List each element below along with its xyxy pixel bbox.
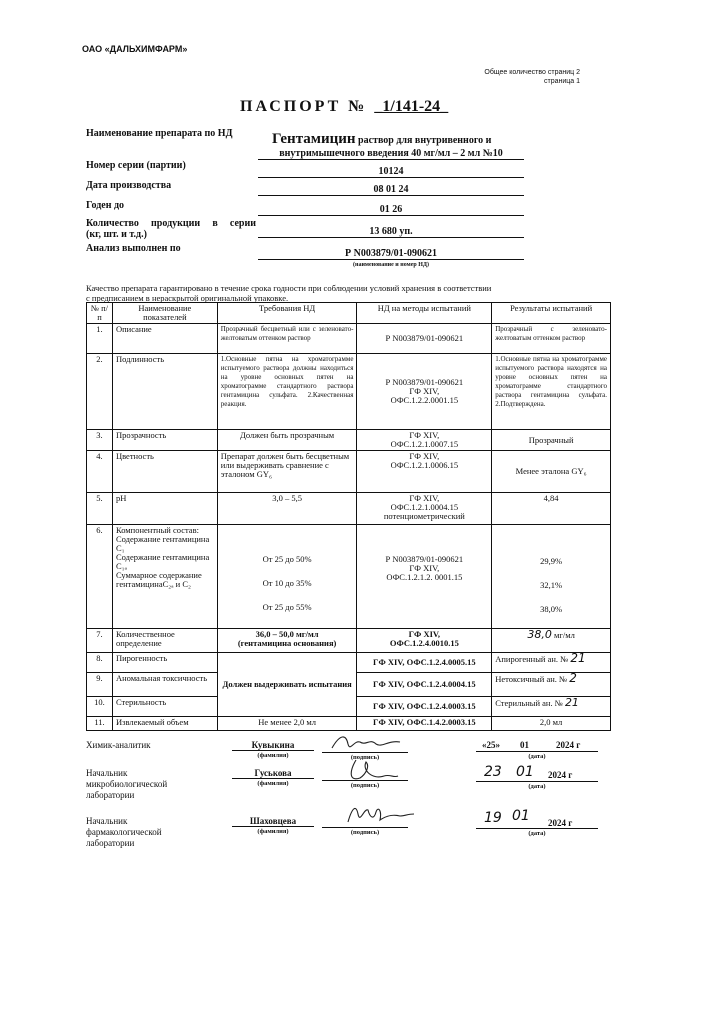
date-year-micro: 2024 г (548, 770, 573, 780)
name-chemist: Кувыкина (232, 740, 314, 751)
row-num: 1. (87, 324, 113, 354)
drug-desc-1: раствор для внутривенного и (355, 135, 492, 146)
row-res (492, 653, 611, 673)
results-table (86, 302, 611, 731)
result-text: Нетоксичный ан. № (495, 674, 568, 684)
page-current: страница 1 (543, 78, 580, 85)
row-num: 5. (87, 493, 113, 525)
table-header (87, 303, 611, 324)
page-total: Общее количество страниц 2 (484, 69, 580, 76)
row-name: Цветность (112, 451, 217, 493)
row-name: Подлинность (112, 354, 217, 430)
signature-line-chemist (322, 752, 408, 753)
row-req: Должен выдерживать испытания (217, 653, 357, 717)
row-num: 11. (87, 717, 113, 731)
table-row (87, 451, 611, 493)
row-nd: Р N003879/01-090621 (357, 324, 492, 354)
result-text: Апирогенный ан. № (495, 654, 569, 664)
row-res (492, 697, 611, 717)
caption-date: (дата) (528, 783, 546, 790)
row-num: 4. (87, 451, 113, 493)
date-month-chemist: 01 (520, 740, 529, 750)
drug-label: Наименование препарата по НД (86, 128, 233, 139)
analysis-caption: (наименование и номер НД) (353, 262, 429, 268)
row-nd: Р N003879/01-090621 ГФ XIV, ОФС.1.2.1.2. 0001.15 (357, 525, 492, 629)
page-count (480, 68, 580, 86)
row-req: Не менее 2,0 мл (217, 717, 357, 731)
row-res (492, 525, 611, 629)
caption-date: (дата) (528, 830, 546, 837)
drug-desc-2: внутримышечного введения 40 мг/мл – 2 мл №10 (258, 148, 524, 160)
role-chemist: Химик-аналитик (86, 740, 151, 750)
row-name: pH (112, 493, 217, 525)
signature-line-pharma (322, 827, 408, 828)
handwritten-result: 38,0 (527, 628, 552, 641)
caption-signature: (подпись) (350, 829, 380, 836)
row-nd: ГФ XIV, ОФС.1.2.1.0006.15 (357, 451, 492, 493)
date-year-chemist: 2024 г (556, 740, 581, 750)
row-num: 2. (87, 354, 113, 430)
date-month-pharma: 01 (512, 808, 530, 824)
handwritten-result: 2 (569, 671, 577, 685)
name-micro: Гуськова (232, 768, 314, 779)
handwritten-result: 21 (570, 651, 586, 665)
table-row (87, 717, 611, 731)
expiry-value: 01 26 (258, 204, 524, 216)
analysis-label: Анализ выполнен по (86, 243, 181, 254)
caption-surname: (фамилия) (257, 828, 289, 835)
row-num: 9. (87, 673, 113, 697)
row-num: 8. (87, 653, 113, 673)
header-req: Требования НД (217, 303, 357, 324)
row-nd: ГФ XIV, ОФС.1.2.1.0004.15 потенциометрический (357, 493, 492, 525)
date-line-chemist (476, 751, 598, 752)
handwritten-result: 21 (564, 696, 579, 709)
row-nd: Р N003879/01-090621 ГФ XIV, ОФС.1.2.2.0001.15 (357, 354, 492, 430)
date-month-micro: 01 (516, 764, 534, 780)
date-line-micro (476, 781, 598, 782)
row-req: Должен быть прозрачным (217, 430, 357, 451)
row-res (492, 673, 611, 697)
caption-surname: (фамилия) (257, 780, 289, 787)
title-prefix: ПАСПОРТ № (240, 98, 368, 115)
sub-req: От 10 до 35% (262, 578, 312, 588)
row-name: Извлекаемый объем (112, 717, 217, 731)
page-title (240, 98, 448, 116)
caption-signature: (подпись) (350, 782, 380, 789)
row-nd: ГФ XIV, ОФС.1.2.4.0010.15 (357, 629, 492, 653)
signature-line-micro (322, 780, 408, 781)
row-name (112, 525, 217, 629)
table-row (87, 653, 611, 673)
table-row (87, 324, 611, 354)
date-day-micro: 23 (484, 764, 502, 780)
result-unit: мг/мл (554, 630, 575, 640)
row-res: Прозрачный с зеленовато-желтоватым оттенком раствор (492, 324, 611, 354)
row-req: Прозрачный бесцветный или с зеленовато-желтоватым оттенком раствор (217, 324, 357, 354)
row-req: 1.Основные пятна на хроматограмме испытуемого раствора должны находиться на уровне основных пятен на хроматограмме стандартного раствора гентамицина сульфата. 2.Качественная реакция. (217, 354, 357, 430)
passport-number: _1/141-24_ (374, 98, 449, 115)
row-res: 2,0 мл (492, 717, 611, 731)
sub-res: 32,1% (540, 580, 563, 590)
row-nd: ГФ XIV, ОФС.1.2.4.0003.15 (357, 697, 492, 717)
row-num: 3. (87, 430, 113, 451)
row-num: 6. (87, 525, 113, 629)
date-line-pharma (476, 828, 598, 829)
caption-date: (дата) (528, 753, 546, 760)
row-name: Описание (112, 324, 217, 354)
date-day-pharma: 19 (484, 810, 502, 826)
date-year-pharma: 2024 г (548, 818, 573, 828)
row-name: Аномальная токсичность (112, 673, 217, 697)
qty-label: Количество продукции в серии (86, 218, 256, 229)
name-pharma: Шаховцева (232, 816, 314, 827)
caption-signature: (подпись) (350, 754, 380, 761)
company-name: ОАО «ДАЛЬХИМФАРМ» (82, 44, 188, 54)
prod-date-label: Дата производства (86, 180, 172, 191)
sub-name: Содержание гентамицина C₁ₐ (115, 552, 210, 571)
prod-date-value: 08 01 24 (258, 184, 524, 196)
sub-name: Суммарное содержание гентамицинаC₂ₐ и C₂ (115, 570, 202, 589)
row-nd: ГФ XIV, ОФС.1.2.4.0005.15 (357, 653, 492, 673)
drug-name: Гентамицин (272, 131, 356, 147)
header-num: № п/п (87, 303, 113, 324)
table-row (87, 430, 611, 451)
row-nd: ГФ XIV, ОФС.1.2.1.0007.15 (357, 430, 492, 451)
row-name-head: Компонентный состав: (115, 525, 199, 535)
series-label: Номер серии (партии) (86, 160, 186, 171)
row-res: Менее эталона GY₆ (492, 451, 611, 493)
row-req (217, 525, 357, 629)
drug-line-1 (272, 130, 491, 148)
row-res (492, 629, 611, 653)
table-row (87, 354, 611, 430)
sub-name: Содержание гентамицина C₁ (115, 534, 210, 553)
result-text: Стерильный ан. № (495, 698, 563, 708)
sub-req: От 25 до 55% (262, 602, 312, 612)
sub-req: От 25 до 50% (262, 554, 312, 564)
header-nd: НД на методы испытаний (357, 303, 492, 324)
row-name: Прозрачность (112, 430, 217, 451)
sub-res: 29,9% (540, 556, 563, 566)
role-pharma: Начальник фармакологической лаборатории (86, 816, 162, 848)
quality-text: Качество препарата гарантировано в течение срока годности при соблюдении условий хранения в соответствии с предписанием в нераскрытой оригинальной упаковке. (86, 283, 492, 303)
header-name: Наименование показателей (112, 303, 217, 324)
qty-value: 13 680 уп. (258, 226, 524, 238)
row-nd: ГФ XIV, ОФС.1.4.2.0003.15 (357, 717, 492, 731)
row-num: 7. (87, 629, 113, 653)
caption-surname: (фамилия) (257, 752, 289, 759)
table-row (87, 493, 611, 525)
row-num: 10. (87, 697, 113, 717)
header-res: Результаты испытаний (492, 303, 611, 324)
row-name: Стерильность (112, 697, 217, 717)
row-nd: ГФ XIV, ОФС.1.2.4.0004.15 (357, 673, 492, 697)
row-name: Пирогенность (112, 653, 217, 673)
table-row (87, 525, 611, 629)
qty-label-2: (кг, шт. и т.д.) (86, 229, 147, 240)
row-res: Прозрачный (492, 430, 611, 451)
date-day-chemist: «25» (482, 740, 500, 750)
row-res: 4,84 (492, 493, 611, 525)
table-row (87, 629, 611, 653)
sub-res: 38,0% (540, 604, 563, 614)
analysis-value: Р N003879/01-090621 (258, 248, 524, 260)
row-req: 36,0 – 50,0 мг/мл (гентамицина основания) (217, 629, 357, 653)
row-res: 1.Основные пятна на хроматограмме испытуемого раствора находятся на уровне основных пятен на хроматограмме стандартного раствора гентамицина сульфата. 2.Подтверждена. (492, 354, 611, 430)
row-req: Препарат должен быть бесцветным или выдерживать сравнение с эталоном GY₆ (217, 451, 357, 493)
row-name: Количественное определение (112, 629, 217, 653)
series-value: 10124 (258, 166, 524, 178)
role-micro: Начальник микробиологической лаборатории (86, 768, 168, 800)
expiry-label: Годен до (86, 200, 125, 211)
row-req: 3,0 – 5,5 (217, 493, 357, 525)
